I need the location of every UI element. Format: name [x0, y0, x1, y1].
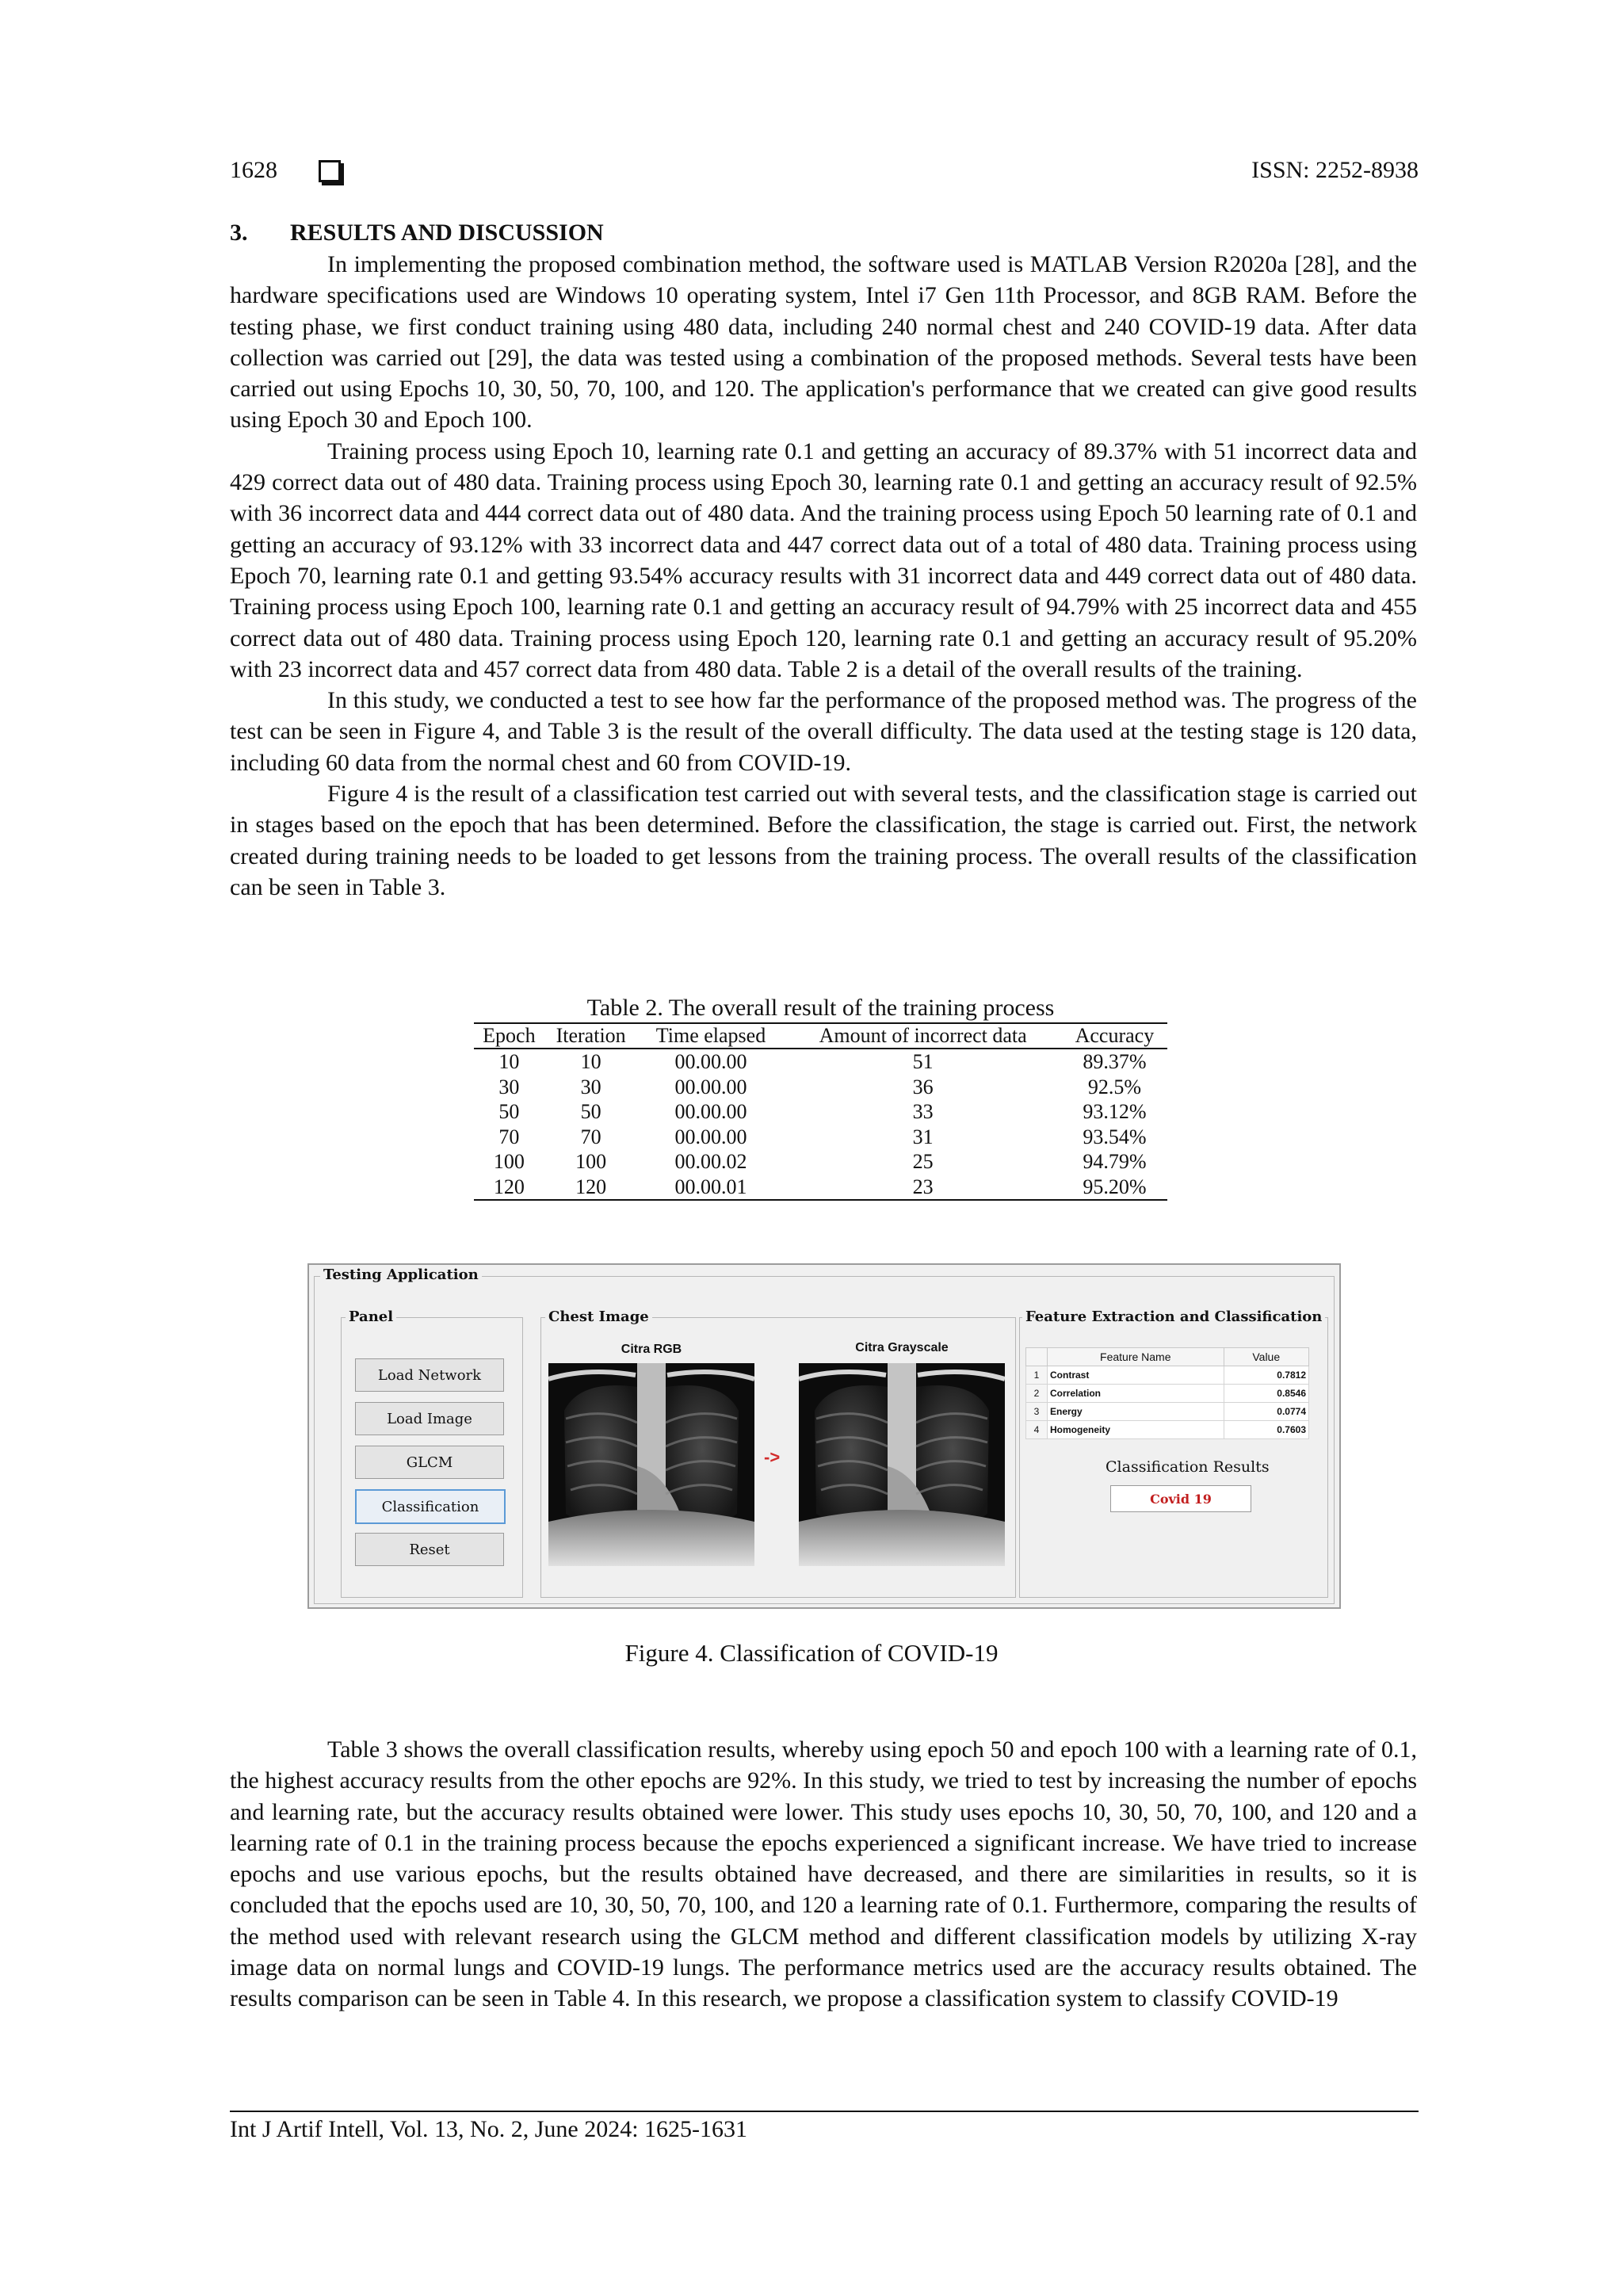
- table-row: [1026, 1366, 1309, 1385]
- feature-value: 0.7603: [1224, 1421, 1308, 1439]
- feature-table-header-row: [1026, 1348, 1309, 1366]
- feature-name: Energy: [1048, 1403, 1224, 1421]
- square-bullet-icon: [319, 160, 341, 182]
- table-cell: 00.00.02: [674, 1150, 747, 1173]
- table-cell: 94.79%: [1083, 1150, 1147, 1173]
- table-row: [474, 1175, 1167, 1201]
- table-cell: 25: [912, 1150, 934, 1173]
- table-cell: 93.12%: [1083, 1100, 1147, 1123]
- classification-button[interactable]: Classification: [355, 1489, 506, 1524]
- table-row: [1026, 1421, 1309, 1439]
- training-results-table: [474, 1022, 1167, 1201]
- feature-name: Contrast: [1048, 1366, 1224, 1385]
- column-header: Epoch: [474, 1023, 544, 1049]
- rgb-image-label: Citra RGB: [621, 1343, 682, 1356]
- feature-name: Homogeneity: [1048, 1421, 1224, 1439]
- column-header: [1026, 1348, 1048, 1366]
- grayscale-image-label: Citra Grayscale: [855, 1341, 949, 1354]
- column-header: Value: [1224, 1348, 1308, 1366]
- section-heading: [230, 220, 604, 246]
- table-cell: 93.54%: [1083, 1125, 1147, 1148]
- reset-button[interactable]: Reset: [355, 1533, 504, 1566]
- table-cell: 70: [580, 1125, 601, 1148]
- table-row: [1026, 1403, 1309, 1421]
- footer-divider: [230, 2111, 1419, 2112]
- panel-title: Panel: [346, 1308, 396, 1325]
- table-cell: 00.00.00: [674, 1075, 747, 1098]
- testing-application-window: [307, 1263, 1341, 1609]
- section-number: 3.: [230, 220, 248, 246]
- classification-result-field: Covid 19: [1110, 1485, 1251, 1512]
- table-row: [1026, 1385, 1309, 1403]
- table-cell: 00.00.01: [638, 1175, 785, 1201]
- table-row: [474, 1125, 1167, 1150]
- load-network-button[interactable]: Load Network: [355, 1358, 504, 1392]
- load-image-button[interactable]: Load Image: [355, 1402, 504, 1435]
- table-cell: 33: [912, 1100, 934, 1123]
- table-cell: 10: [498, 1050, 520, 1073]
- table-cell: 92.5%: [1087, 1075, 1141, 1098]
- table-cell: 95.20%: [1062, 1175, 1167, 1201]
- table-cell: 30: [580, 1075, 601, 1098]
- table-cell: 36: [912, 1075, 934, 1098]
- paragraph: In this study, we conducted a test to see how far the performance of the proposed method was. The progress of the test can be seen in Figure 4, and Table 3 is the result of the overall difficulty. The data used at the testing stage is 120 data, including 60 data from the normal chest and 60 from COVID-19.: [230, 687, 1417, 776]
- table-row: [474, 1099, 1167, 1125]
- feature-table: [1025, 1347, 1309, 1439]
- paragraph: In implementing the proposed combination method, the software used is MATLAB Version R2020a [28], and the hardware specifications used are Windows 10 operating system, Intel i7 Gen 11th Processor, and 8GB RAM. Before the testing phase, we first conduct training using 480 data, including 240 normal chest and 240 COVID-19 data. After data collection was carried out [29], the data was tested using a combination of the proposed methods. Several tests have been carried out using Epochs 10, 30, 50, 70, 100, and 120. The application's performance that we created can give good results using Epoch 30 and Epoch 100.: [230, 251, 1417, 434]
- running-header: [230, 157, 1419, 189]
- paragraph: Figure 4 is the result of a classification test carried out with several tests, and the classification stage is carried out in stages based on the epoch that has been determined. Before the classification, the stage is carried out. First, the network created during training needs to be loaded to get lessons from the training process. The overall results of the classification can be seen in Table 3.: [230, 781, 1417, 900]
- table-cell: 30: [498, 1075, 520, 1098]
- table-cell: 120: [544, 1175, 638, 1201]
- glcm-button[interactable]: GLCM: [355, 1446, 504, 1479]
- table-cell: 50: [580, 1100, 601, 1123]
- column-header: Time elapsed: [638, 1023, 785, 1049]
- feature-value: 0.0774: [1224, 1403, 1308, 1421]
- table-row: [474, 1149, 1167, 1175]
- row-index: 2: [1026, 1385, 1048, 1403]
- table-cell: 00.00.00: [674, 1100, 747, 1123]
- chest-image-title: Chest Image: [545, 1308, 652, 1325]
- table-2: [474, 994, 1167, 1201]
- rgb-chest-xray-image: [548, 1363, 754, 1566]
- feature-value: 0.7812: [1224, 1366, 1308, 1385]
- table-cell: 00.00.00: [674, 1125, 747, 1148]
- feature-value: 0.8546: [1224, 1385, 1308, 1403]
- table-cell: 10: [580, 1050, 601, 1073]
- arrow-icon: ->: [764, 1447, 781, 1467]
- discussion-text: [230, 1734, 1417, 2015]
- journal-footer: Int J Artif Intell, Vol. 13, No. 2, June 2024: 1625-1631: [230, 2116, 748, 2142]
- paragraph: Training process using Epoch 10, learning rate 0.1 and getting an accuracy of 89.37% with 51 incorrect data and 429 correct data out of 480 data. Training process using Epoch 30, learning rate 0.1 and getting an accuracy result of 92.5% with 36 incorrect data and 444 correct data out of 480 data. And the training process using Epoch 50 learning rate of 0.1 and getting an accuracy of 93.12% with 33 incorrect data and 447 correct data out of a total of 480 data. Training process using Epoch 70, learning rate 0.1 and getting 93.54% accuracy results with 31 incorrect data and 449 correct data out of 480 data. Training process using Epoch 100, learning rate 0.1 and getting an accuracy result of 94.79% with 25 incorrect data and 455 correct data out of 480 data. Training process using Epoch 120, learning rate 0.1 and getting an accuracy result of 95.20% with 23 incorrect data and 457 correct data from 480 data. Table 2 is a detail of the overall results of the training.: [230, 437, 1417, 682]
- table-caption: Table 2. The overall result of the training process: [586, 995, 1055, 1021]
- issn: ISSN: 2252-8938: [1251, 157, 1419, 183]
- feature-extraction-title: Feature Extraction and Classification: [1022, 1308, 1325, 1325]
- table-cell: 00.00.00: [674, 1050, 747, 1073]
- paragraph: Table 3 shows the overall classification results, whereby using epoch 50 and epoch 100 with a learning rate of 0.1, the highest accuracy results from the other epochs are 92%. In this study, we tried to test by increasing the number of epochs and learning rate, but the accuracy results obtained were lower. This study uses epochs 10, 30, 50, 70, 100, and 120 and a learning rate of 0.1 in the training process because the epochs experienced a significant increase. We have tried to increase epochs and use various epochs, but the results obtained have decreased, and there are similarities in results, so it is concluded that the epochs used are 10, 30, 50, 70, 100, and 120 a learning rate of 0.1. Furthermore, comparing the results of the method used with relevant research using the GLCM method and different classification models by utilizing X-ray image data on normal lungs and COVID-19 lungs. The performance metrics used are the accuracy results obtained. The results comparison can be seen in Table 4. In this research, we propose a classification system to classify COVID-19: [230, 1736, 1417, 2012]
- row-index: 4: [1026, 1421, 1048, 1439]
- table-header-row: [474, 1023, 1167, 1049]
- table-row: [474, 1075, 1167, 1100]
- table-cell: 70: [498, 1125, 520, 1148]
- table-cell: 31: [912, 1125, 934, 1148]
- table-cell: 120: [474, 1175, 544, 1201]
- section-title: RESULTS AND DISCUSSION: [290, 220, 604, 246]
- figure-caption: Figure 4. Classification of COVID-19: [624, 1639, 999, 1667]
- table-cell: 100: [575, 1150, 607, 1173]
- row-index: 3: [1026, 1403, 1048, 1421]
- table-cell: 51: [912, 1050, 934, 1073]
- column-header: Accuracy: [1062, 1023, 1167, 1049]
- feature-name: Correlation: [1048, 1385, 1224, 1403]
- table-cell: 89.37%: [1083, 1050, 1147, 1073]
- column-header: Amount of incorrect data: [785, 1023, 1062, 1049]
- table-cell: 100: [493, 1150, 525, 1173]
- results-text: [230, 249, 1417, 903]
- column-header: Iteration: [544, 1023, 638, 1049]
- table-cell: 23: [785, 1175, 1062, 1201]
- page-number: 1628: [230, 157, 277, 183]
- table-row: [474, 1049, 1167, 1075]
- row-index: 1: [1026, 1366, 1048, 1385]
- grayscale-chest-xray-image: [799, 1363, 1005, 1566]
- table-cell: 50: [498, 1100, 520, 1123]
- app-title: Testing Application: [320, 1266, 482, 1283]
- column-header: Feature Name: [1048, 1348, 1224, 1366]
- classification-results-title: Classification Results: [1106, 1458, 1270, 1476]
